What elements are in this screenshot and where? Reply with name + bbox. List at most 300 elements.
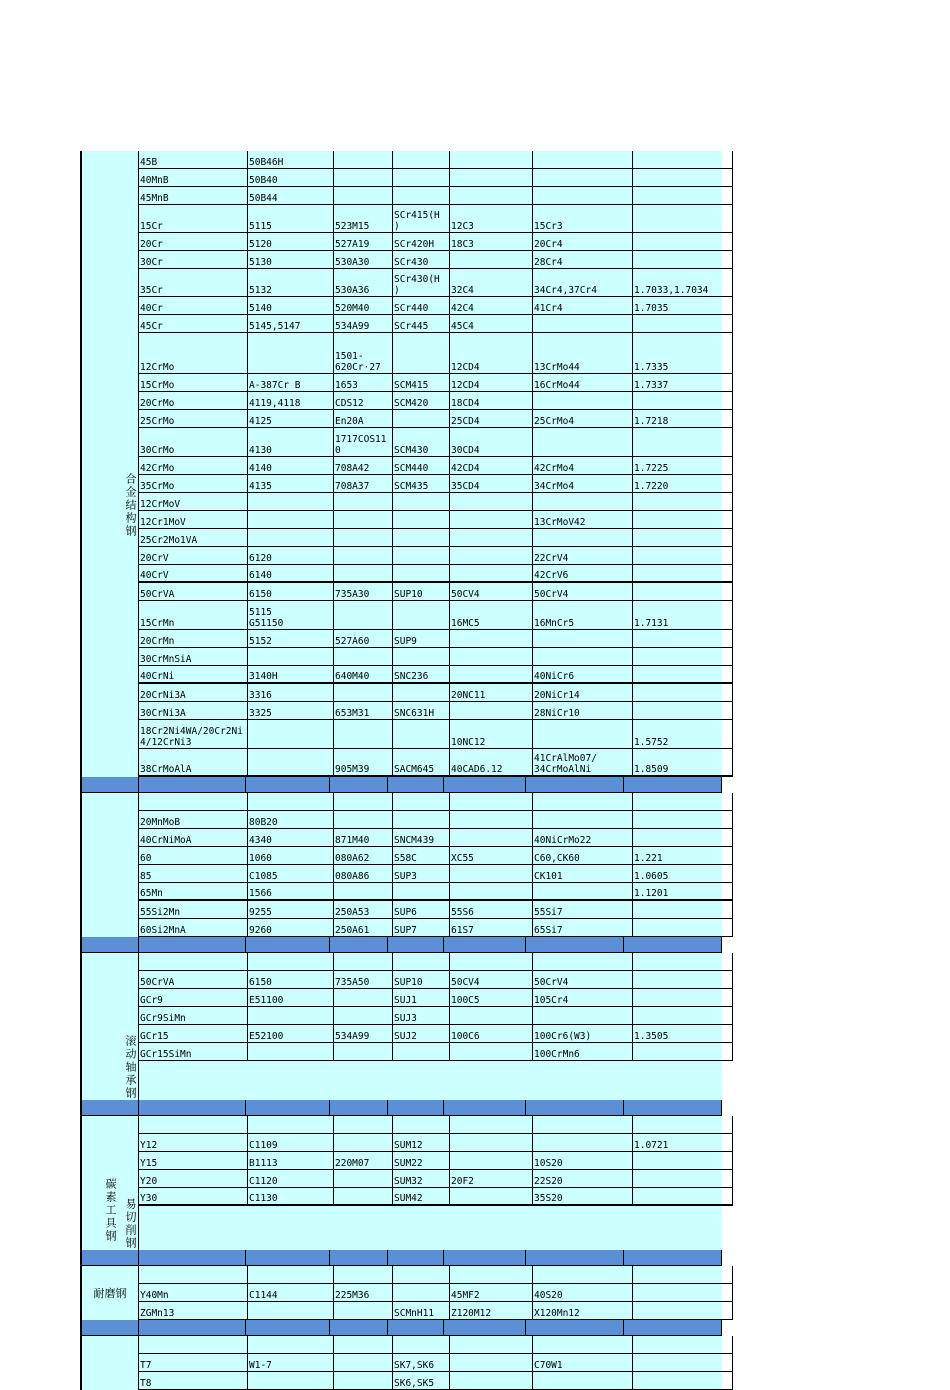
table-cell[interactable]: 5152 xyxy=(248,630,334,647)
table-cell[interactable]: 40CAD6.12 xyxy=(450,749,533,775)
table-cell[interactable]: SK7,SK6 xyxy=(393,1354,450,1371)
table-cell[interactable]: 12CrMoV xyxy=(139,493,248,510)
table-cell[interactable]: 653M31 xyxy=(334,702,393,719)
table-cell[interactable] xyxy=(248,648,334,665)
table-cell[interactable]: 40CrNiMoA xyxy=(139,829,248,846)
table-cell[interactable] xyxy=(334,1134,393,1151)
table-cell[interactable]: T7 xyxy=(139,1354,248,1371)
table-cell[interactable] xyxy=(139,793,248,810)
table-cell[interactable]: 4340 xyxy=(248,829,334,846)
table-cell[interactable]: 16MnCr5 xyxy=(533,601,633,629)
table-cell[interactable]: SUP9 xyxy=(393,630,450,647)
table-cell[interactable]: 5130 xyxy=(248,251,334,268)
table-cell[interactable] xyxy=(450,1336,533,1353)
table-cell[interactable] xyxy=(633,1372,733,1389)
table-cell[interactable] xyxy=(393,187,450,204)
table-cell[interactable]: 60Si2MnA xyxy=(139,919,248,936)
table-cell[interactable] xyxy=(633,392,733,409)
table-cell[interactable] xyxy=(633,630,733,647)
table-cell[interactable] xyxy=(334,648,393,665)
table-cell[interactable]: 35S20 xyxy=(533,1188,633,1204)
table-cell[interactable] xyxy=(393,601,450,629)
table-cell[interactable]: W1-7 xyxy=(248,1354,334,1371)
table-cell[interactable]: 35CD4 xyxy=(450,475,533,492)
table-cell[interactable] xyxy=(633,1116,733,1133)
table-cell[interactable] xyxy=(533,529,633,546)
table-cell[interactable]: 20CrNi3A xyxy=(139,684,248,701)
table-cell[interactable]: 65Si7 xyxy=(533,919,633,936)
table-cell[interactable]: SUJ3 xyxy=(393,1007,450,1024)
table-cell[interactable] xyxy=(450,151,533,168)
table-cell[interactable]: 18CD4 xyxy=(450,392,533,409)
table-cell[interactable]: 1.7218 xyxy=(633,410,733,427)
table-cell[interactable] xyxy=(450,1134,533,1151)
table-cell[interactable] xyxy=(450,811,533,828)
table-cell[interactable]: SCM420 xyxy=(393,392,450,409)
table-cell[interactable] xyxy=(533,1116,633,1133)
table-cell[interactable]: 15CrMo xyxy=(139,374,248,391)
table-cell[interactable]: 225M36 xyxy=(334,1284,393,1301)
table-cell[interactable]: 50CV4 xyxy=(450,971,533,988)
table-cell[interactable]: 1060 xyxy=(248,847,334,864)
table-cell[interactable]: 250A53 xyxy=(334,901,393,918)
table-cell[interactable] xyxy=(633,205,733,232)
table-cell[interactable]: 65Mn xyxy=(139,883,248,899)
table-cell[interactable]: 15Cr xyxy=(139,205,248,232)
table-cell[interactable]: 25CrMo4 xyxy=(533,410,633,427)
table-cell[interactable]: 41CrAlMo07/ 34CrMoAlNi xyxy=(533,749,633,775)
table-cell[interactable]: SCM430 xyxy=(393,428,450,456)
table-cell[interactable]: 28NiCr10 xyxy=(533,702,633,719)
table-cell[interactable]: C1130 xyxy=(248,1188,334,1204)
table-cell[interactable] xyxy=(450,251,533,268)
table-cell[interactable]: A-387Cr B xyxy=(248,374,334,391)
table-cell[interactable] xyxy=(393,648,450,665)
table-cell[interactable] xyxy=(334,1188,393,1204)
table-cell[interactable]: 708A37 xyxy=(334,475,393,492)
table-cell[interactable]: 61S7 xyxy=(450,919,533,936)
table-cell[interactable]: 4125 xyxy=(248,410,334,427)
table-cell[interactable] xyxy=(334,953,393,970)
table-cell[interactable]: SUP6 xyxy=(393,901,450,918)
table-cell[interactable]: 20CrMo xyxy=(139,392,248,409)
table-cell[interactable] xyxy=(393,1266,450,1283)
table-cell[interactable]: 100Cr6(W3) xyxy=(533,1025,633,1042)
table-cell[interactable]: 12Cr1MoV xyxy=(139,511,248,528)
table-cell[interactable]: 55Si2Mn xyxy=(139,901,248,918)
table-cell[interactable]: C1120 xyxy=(248,1170,334,1187)
table-cell[interactable]: 50CrV4 xyxy=(533,583,633,600)
table-cell[interactable] xyxy=(533,1134,633,1151)
table-cell[interactable]: 20NiCr14 xyxy=(533,684,633,701)
table-cell[interactable]: 6120 xyxy=(248,547,334,564)
table-cell[interactable]: X120Mn12 xyxy=(533,1302,633,1319)
table-cell[interactable]: 42CrMo xyxy=(139,457,248,474)
table-cell[interactable]: GCr15SiMn xyxy=(139,1043,248,1060)
table-cell[interactable]: 28Cr4 xyxy=(533,251,633,268)
table-cell[interactable]: 708A42 xyxy=(334,457,393,474)
table-cell[interactable] xyxy=(533,883,633,899)
table-cell[interactable] xyxy=(633,1170,733,1187)
table-cell[interactable] xyxy=(393,793,450,810)
table-cell[interactable]: 1566 xyxy=(248,883,334,899)
table-cell[interactable]: 1.7033,1.7034 xyxy=(633,269,733,296)
table-cell[interactable] xyxy=(393,151,450,168)
table-cell[interactable] xyxy=(248,1007,334,1024)
table-cell[interactable] xyxy=(248,511,334,528)
table-cell[interactable] xyxy=(633,648,733,665)
table-cell[interactable] xyxy=(633,1302,733,1319)
table-cell[interactable]: SCr420H xyxy=(393,233,450,250)
table-cell[interactable]: 905M39 xyxy=(334,749,393,775)
table-cell[interactable]: SUM12 xyxy=(393,1134,450,1151)
table-cell[interactable] xyxy=(450,511,533,528)
table-cell[interactable]: 13CrMo44 xyxy=(533,333,633,373)
table-cell[interactable] xyxy=(334,529,393,546)
table-cell[interactable]: 60 xyxy=(139,847,248,864)
table-cell[interactable] xyxy=(393,1336,450,1353)
table-cell[interactable] xyxy=(533,811,633,828)
table-cell[interactable] xyxy=(633,547,733,564)
table-cell[interactable] xyxy=(334,883,393,899)
table-cell[interactable] xyxy=(633,702,733,719)
table-cell[interactable] xyxy=(450,493,533,510)
table-cell[interactable] xyxy=(393,1284,450,1301)
table-cell[interactable]: SCMnH11 xyxy=(393,1302,450,1319)
table-cell[interactable] xyxy=(450,953,533,970)
table-cell[interactable]: 1717COS11 0 xyxy=(334,428,393,456)
table-cell[interactable] xyxy=(139,1266,248,1283)
table-cell[interactable]: 1.0605 xyxy=(633,865,733,882)
table-cell[interactable] xyxy=(393,684,450,701)
table-cell[interactable] xyxy=(393,720,450,748)
table-cell[interactable]: 20CrV xyxy=(139,547,248,564)
table-cell[interactable] xyxy=(334,811,393,828)
table-cell[interactable]: GCr15 xyxy=(139,1025,248,1042)
table-cell[interactable]: 12CD4 xyxy=(450,333,533,373)
table-cell[interactable]: 16MC5 xyxy=(450,601,533,629)
table-cell[interactable]: Y20 xyxy=(139,1170,248,1187)
table-cell[interactable]: 50CV4 xyxy=(450,583,533,600)
table-cell[interactable]: 4130 xyxy=(248,428,334,456)
table-cell[interactable] xyxy=(633,511,733,528)
table-cell[interactable]: SCM440 xyxy=(393,457,450,474)
table-cell[interactable]: E51100 xyxy=(248,989,334,1006)
table-cell[interactable]: 30CrNi3A xyxy=(139,702,248,719)
table-cell[interactable]: 527A19 xyxy=(334,233,393,250)
table-cell[interactable]: 20MnMoB xyxy=(139,811,248,828)
table-cell[interactable]: 1.0721 xyxy=(633,1134,733,1151)
table-cell[interactable]: SUP10 xyxy=(393,583,450,600)
table-cell[interactable]: 534A99 xyxy=(334,1025,393,1042)
table-cell[interactable]: 30CD4 xyxy=(450,428,533,456)
table-cell[interactable]: 40CrNi xyxy=(139,666,248,682)
table-cell[interactable]: 1.7220 xyxy=(633,475,733,492)
table-cell[interactable] xyxy=(334,187,393,204)
table-cell[interactable] xyxy=(633,989,733,1006)
table-cell[interactable] xyxy=(334,151,393,168)
table-cell[interactable]: SUP10 xyxy=(393,971,450,988)
table-cell[interactable] xyxy=(533,720,633,748)
table-cell[interactable]: 40NiCrMo22 xyxy=(533,829,633,846)
table-cell[interactable] xyxy=(633,919,733,936)
table-cell[interactable] xyxy=(334,511,393,528)
table-cell[interactable] xyxy=(633,151,733,168)
table-cell[interactable]: 20CrMn xyxy=(139,630,248,647)
table-cell[interactable]: 41Cr4 xyxy=(533,297,633,314)
table-cell[interactable]: 20Cr xyxy=(139,233,248,250)
table-cell[interactable] xyxy=(450,630,533,647)
table-cell[interactable]: 35Cr xyxy=(139,269,248,296)
table-cell[interactable] xyxy=(393,1043,450,1060)
table-cell[interactable] xyxy=(248,493,334,510)
table-cell[interactable] xyxy=(533,648,633,665)
table-cell[interactable]: 35CrMo xyxy=(139,475,248,492)
table-cell[interactable]: Y40Mn xyxy=(139,1284,248,1301)
table-cell[interactable]: C1109 xyxy=(248,1134,334,1151)
table-cell[interactable] xyxy=(633,251,733,268)
table-cell[interactable]: 85 xyxy=(139,865,248,882)
table-cell[interactable]: 1653 xyxy=(334,374,393,391)
table-cell[interactable]: 25CrMo xyxy=(139,410,248,427)
table-cell[interactable] xyxy=(633,1284,733,1301)
table-cell[interactable]: 080A86 xyxy=(334,865,393,882)
table-cell[interactable] xyxy=(533,1336,633,1353)
table-cell[interactable] xyxy=(633,829,733,846)
table-cell[interactable] xyxy=(334,1372,393,1389)
table-cell[interactable]: CK101 xyxy=(533,865,633,882)
table-cell[interactable] xyxy=(248,1336,334,1353)
table-cell[interactable] xyxy=(393,169,450,186)
table-cell[interactable]: 100C5 xyxy=(450,989,533,1006)
table-cell[interactable] xyxy=(533,630,633,647)
table-cell[interactable] xyxy=(334,1266,393,1283)
table-cell[interactable]: 250A61 xyxy=(334,919,393,936)
table-cell[interactable]: 640M40 xyxy=(334,666,393,682)
table-cell[interactable] xyxy=(139,1336,248,1353)
table-cell[interactable]: 50CrVA xyxy=(139,583,248,600)
table-cell[interactable] xyxy=(450,865,533,882)
table-cell[interactable]: Z120M12 xyxy=(450,1302,533,1319)
table-cell[interactable]: 18Cr2Ni4WA/20Cr2Ni 4/12CrNi3 xyxy=(139,720,248,748)
table-cell[interactable] xyxy=(450,793,533,810)
table-cell[interactable] xyxy=(450,1354,533,1371)
table-cell[interactable] xyxy=(248,529,334,546)
table-cell[interactable] xyxy=(248,1372,334,1389)
table-cell[interactable]: 6150 xyxy=(248,583,334,600)
table-cell[interactable]: SUP3 xyxy=(393,865,450,882)
table-cell[interactable] xyxy=(450,1043,533,1060)
table-cell[interactable] xyxy=(334,1336,393,1353)
table-cell[interactable]: SUP7 xyxy=(393,919,450,936)
table-cell[interactable]: SUM42 xyxy=(393,1188,450,1204)
table-cell[interactable] xyxy=(633,233,733,250)
table-cell[interactable]: 520M40 xyxy=(334,297,393,314)
table-cell[interactable] xyxy=(633,1266,733,1283)
table-cell[interactable]: 38CrMoAlA xyxy=(139,749,248,775)
table-cell[interactable]: T8 xyxy=(139,1372,248,1389)
table-cell[interactable]: 25Cr2Mo1VA xyxy=(139,529,248,546)
table-cell[interactable]: SNC631H xyxy=(393,702,450,719)
table-cell[interactable]: 45C4 xyxy=(450,315,533,332)
table-cell[interactable] xyxy=(633,583,733,600)
table-cell[interactable]: SNCM439 xyxy=(393,829,450,846)
table-cell[interactable]: 3140H xyxy=(248,666,334,682)
table-cell[interactable]: 12CD4 xyxy=(450,374,533,391)
table-cell[interactable]: 45MF2 xyxy=(450,1284,533,1301)
table-cell[interactable] xyxy=(248,1116,334,1133)
table-cell[interactable] xyxy=(450,547,533,564)
table-cell[interactable]: 534A99 xyxy=(334,315,393,332)
table-cell[interactable] xyxy=(393,493,450,510)
table-cell[interactable]: 4119,4118 xyxy=(248,392,334,409)
table-cell[interactable]: Y30 xyxy=(139,1188,248,1204)
table-cell[interactable] xyxy=(633,187,733,204)
table-cell[interactable]: 5120 xyxy=(248,233,334,250)
table-cell[interactable]: 9255 xyxy=(248,901,334,918)
table-cell[interactable] xyxy=(334,1354,393,1371)
table-cell[interactable]: SUM32 xyxy=(393,1170,450,1187)
table-cell[interactable] xyxy=(633,666,733,682)
table-cell[interactable]: 735A50 xyxy=(334,971,393,988)
table-cell[interactable] xyxy=(334,1007,393,1024)
table-cell[interactable] xyxy=(450,1152,533,1169)
table-cell[interactable] xyxy=(533,151,633,168)
table-cell[interactable]: 9260 xyxy=(248,919,334,936)
table-cell[interactable] xyxy=(450,565,533,581)
table-cell[interactable]: 1.7131 xyxy=(633,601,733,629)
table-cell[interactable]: SK6,SK5 xyxy=(393,1372,450,1389)
table-cell[interactable] xyxy=(450,666,533,682)
table-cell[interactable]: 1.3505 xyxy=(633,1025,733,1042)
table-cell[interactable]: SCr430(H ) xyxy=(393,269,450,296)
table-cell[interactable]: 220M07 xyxy=(334,1152,393,1169)
table-cell[interactable]: SCr415(H ) xyxy=(393,205,450,232)
table-cell[interactable]: C1085 xyxy=(248,865,334,882)
table-cell[interactable] xyxy=(393,529,450,546)
table-cell[interactable] xyxy=(393,883,450,899)
table-cell[interactable]: 22CrV4 xyxy=(533,547,633,564)
table-cell[interactable]: Y12 xyxy=(139,1134,248,1151)
table-cell[interactable]: 5140 xyxy=(248,297,334,314)
table-cell[interactable] xyxy=(533,1266,633,1283)
table-cell[interactable] xyxy=(633,1336,733,1353)
table-cell[interactable]: SACM645 xyxy=(393,749,450,775)
table-cell[interactable] xyxy=(633,428,733,456)
table-cell[interactable]: 10S20 xyxy=(533,1152,633,1169)
table-cell[interactable]: 50B40 xyxy=(248,169,334,186)
table-cell[interactable]: 1.7035 xyxy=(633,297,733,314)
table-cell[interactable] xyxy=(633,1043,733,1060)
table-cell[interactable]: 1.221 xyxy=(633,847,733,864)
table-cell[interactable] xyxy=(334,1170,393,1187)
table-cell[interactable] xyxy=(633,684,733,701)
table-cell[interactable]: SCr440 xyxy=(393,297,450,314)
table-cell[interactable]: 100C6 xyxy=(450,1025,533,1042)
table-cell[interactable]: SUJ2 xyxy=(393,1025,450,1042)
table-cell[interactable]: 105Cr4 xyxy=(533,989,633,1006)
table-cell[interactable]: 15CrMn xyxy=(139,601,248,629)
table-cell[interactable] xyxy=(450,1116,533,1133)
table-cell[interactable]: GCr9SiMn xyxy=(139,1007,248,1024)
table-cell[interactable] xyxy=(248,749,334,775)
table-cell[interactable] xyxy=(334,1116,393,1133)
table-cell[interactable]: 55Si7 xyxy=(533,901,633,918)
table-cell[interactable]: 18C3 xyxy=(450,233,533,250)
table-cell[interactable]: 50CrV4 xyxy=(533,971,633,988)
table-cell[interactable]: SUJ1 xyxy=(393,989,450,1006)
table-cell[interactable] xyxy=(450,1188,533,1204)
table-cell[interactable]: 10NC12 xyxy=(450,720,533,748)
table-cell[interactable] xyxy=(450,529,533,546)
table-cell[interactable]: SUM22 xyxy=(393,1152,450,1169)
table-cell[interactable] xyxy=(248,720,334,748)
table-cell[interactable] xyxy=(450,169,533,186)
table-cell[interactable]: 735A30 xyxy=(334,583,393,600)
table-cell[interactable]: C70W1 xyxy=(533,1354,633,1371)
table-cell[interactable]: 16CrMo44 xyxy=(533,374,633,391)
table-cell[interactable]: 12C3 xyxy=(450,205,533,232)
table-cell[interactable]: 45MnB xyxy=(139,187,248,204)
table-cell[interactable]: 530A36 xyxy=(334,269,393,296)
table-cell[interactable]: 30CrMnSiA xyxy=(139,648,248,665)
table-cell[interactable] xyxy=(393,811,450,828)
table-cell[interactable]: SCr430 xyxy=(393,251,450,268)
table-cell[interactable]: SNC236 xyxy=(393,666,450,682)
table-cell[interactable] xyxy=(393,547,450,564)
table-cell[interactable]: 1.8509 xyxy=(633,749,733,775)
table-cell[interactable] xyxy=(533,187,633,204)
table-cell[interactable]: 30Cr xyxy=(139,251,248,268)
table-cell[interactable] xyxy=(393,511,450,528)
table-cell[interactable] xyxy=(450,648,533,665)
table-cell[interactable]: 1.7225 xyxy=(633,457,733,474)
table-cell[interactable]: 22S20 xyxy=(533,1170,633,1187)
table-cell[interactable]: 080A62 xyxy=(334,847,393,864)
table-cell[interactable] xyxy=(393,333,450,373)
table-cell[interactable]: C1144 xyxy=(248,1284,334,1301)
table-cell[interactable]: SCr445 xyxy=(393,315,450,332)
table-cell[interactable] xyxy=(139,953,248,970)
table-cell[interactable] xyxy=(248,1302,334,1319)
table-cell[interactable] xyxy=(633,971,733,988)
table-cell[interactable] xyxy=(633,1188,733,1204)
table-cell[interactable] xyxy=(633,1007,733,1024)
table-cell[interactable]: 12CrMo xyxy=(139,333,248,373)
table-cell[interactable]: 1.7335 xyxy=(633,333,733,373)
table-cell[interactable] xyxy=(334,684,393,701)
table-cell[interactable]: 1.1201 xyxy=(633,883,733,899)
table-cell[interactable]: SCM415 xyxy=(393,374,450,391)
table-cell[interactable] xyxy=(450,702,533,719)
table-cell[interactable]: 13CrMoV42 xyxy=(533,511,633,528)
table-cell[interactable] xyxy=(450,1007,533,1024)
table-cell[interactable] xyxy=(633,953,733,970)
table-cell[interactable] xyxy=(334,793,393,810)
table-cell[interactable] xyxy=(633,793,733,810)
table-cell[interactable] xyxy=(633,315,733,332)
table-cell[interactable] xyxy=(393,565,450,581)
table-cell[interactable]: 50CrVA xyxy=(139,971,248,988)
table-cell[interactable] xyxy=(533,953,633,970)
table-cell[interactable] xyxy=(533,428,633,456)
table-cell[interactable]: 530A30 xyxy=(334,251,393,268)
table-cell[interactable]: 4140 xyxy=(248,457,334,474)
table-cell[interactable] xyxy=(533,1372,633,1389)
table-cell[interactable] xyxy=(633,529,733,546)
table-cell[interactable]: 15Cr3 xyxy=(533,205,633,232)
table-cell[interactable]: 42CrMo4 xyxy=(533,457,633,474)
